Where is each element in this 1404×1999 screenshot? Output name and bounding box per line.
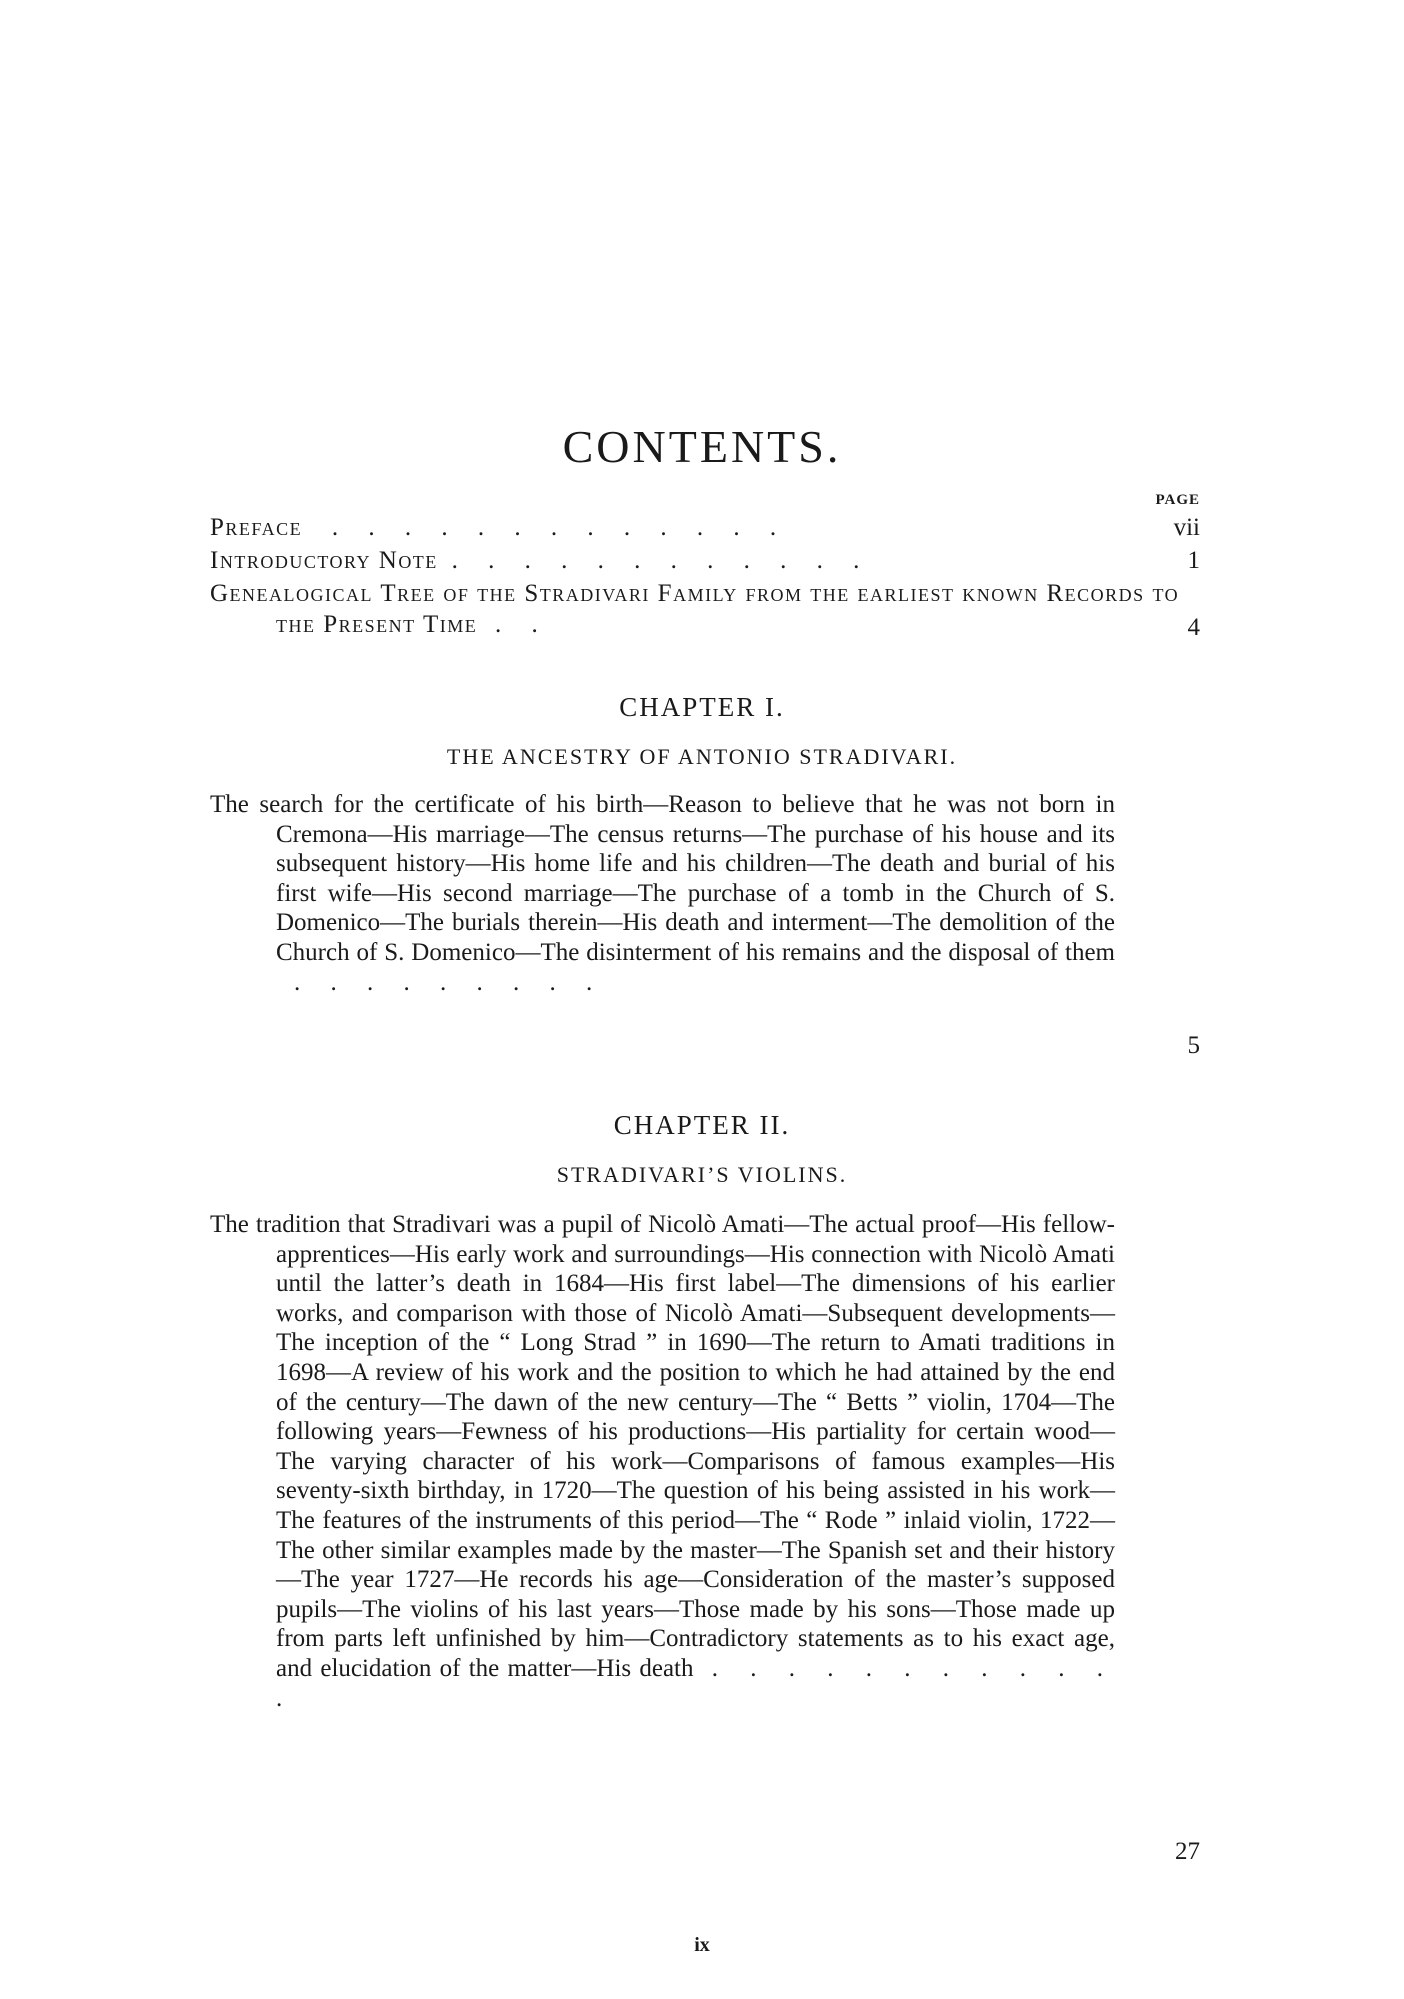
toc-page-number: 27 xyxy=(1175,1838,1200,1865)
chapter-title: THE ANCESTRY OF ANTONIO STRADIVARI. xyxy=(446,744,958,769)
chapter-summary-text: The tradition that Stradivari was a pupil of Nicolò Amati—The actual proof—His fellow-apprentices—His early work and surroundings—His connection with Nicolò Amati until the latter’s death in 1684—His first label—The dimensions of his earlier works, and comparison with those of Nicolò Amati—Subsequent developments—The inception of the “ Long Strad ” in 1690—The return to Amati traditions in 1698—A review of his work and the position to which he had attained by the end of the century—The dawn of the new century—The “ Betts ” violin, 1704—The following years—Fewness of his productions—His partiality for certain wood—The varying character of his work—Comparisons of famous examples—His seventy-sixth birthday, in 1720—The question of his being assisted in his work—The features of the instruments of this period—The “ Rode ” inlaid violin, 1722—The other similar examples made by the master—The Spanish set and their history—The year 1727—He records his age—Consideration of the master’s supposed pupils—The violins of his last years—Those made by his sons—Those made up from parts left unfinished by him—Contradictory statements as to his exact age, and elucidation of the matter—His death xyxy=(210,1211,1115,1682)
toc-page-number: vii xyxy=(1173,514,1200,541)
toc-page-number: 1 xyxy=(1187,547,1200,574)
toc-entry-genealogical-tree[interactable] xyxy=(210,578,1181,640)
chapter-title: STRADIVARI’S VIOLINS. xyxy=(556,1162,848,1187)
chapter-summary[interactable] xyxy=(210,790,1115,997)
toc-entry-label: Preface xyxy=(210,514,303,541)
toc-page-number: 5 xyxy=(1187,1032,1200,1059)
leader-dots: . . . . . . . . . . . . xyxy=(451,547,872,574)
page-title: CONTENTS. xyxy=(562,421,842,472)
chapter-summary-text: The search for the certificate of his birth—Reason to believe that he was not born in Cremona—His marriage—The census returns—The purchase of his house and its subsequent history—His home life and his children—The death and burial of his first wife—His second marriage—The purchase of a tomb in the Church of S. Domenico—The burials therein—His death and interment—The demolition of the Church of S. Domenico—The disinterment of his remains and the disposal of them xyxy=(210,791,1115,966)
chapter-summary[interactable] xyxy=(210,1210,1115,1713)
leader-dots: . . . . . . . . . . . . xyxy=(276,1654,1116,1712)
toc-entry-label: Genealogical Tree of the Stradivari Family from the earliest known Records to the Present Time xyxy=(210,580,1180,638)
page-column-label: PAGE xyxy=(1155,492,1200,508)
toc-page-number: 4 xyxy=(1187,614,1200,641)
leader-dots: . . . . . . . . . xyxy=(294,968,605,996)
leader-dots: . . xyxy=(494,611,550,638)
chapter-number: CHAPTER I. xyxy=(619,692,785,722)
toc-entry-label: Introductory Note xyxy=(210,547,438,574)
folio-page-number: ix xyxy=(694,1934,710,1956)
toc-entry-introductory-note[interactable] xyxy=(210,545,1115,576)
toc-entry-preface[interactable] xyxy=(210,512,1115,543)
leader-dots: . . . . . . . . . . . . . xyxy=(331,514,789,541)
chapter-number: CHAPTER II. xyxy=(613,1110,791,1140)
